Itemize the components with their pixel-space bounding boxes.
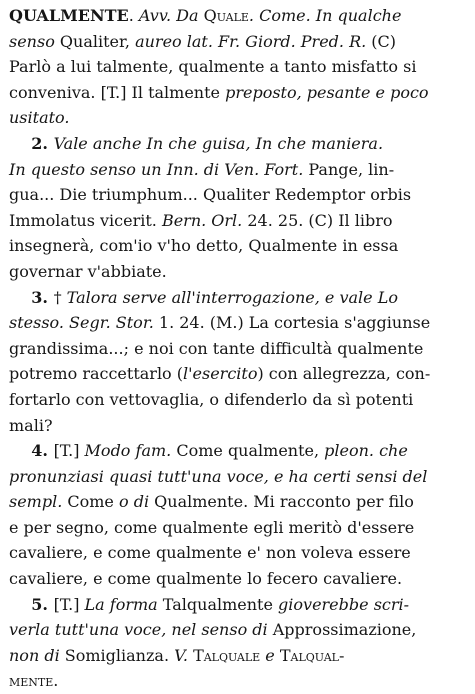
text-run: Modo fam.	[84, 441, 172, 461]
text-run: .	[248, 6, 260, 25]
text-run: 1. 24. (M.) La cortesia s'aggiunse	[153, 313, 431, 333]
text-run: Approssimazione,	[267, 620, 422, 640]
text-run: Bern. Orl.	[161, 210, 243, 230]
text-run: aureo lat. Fr. Giord. Pred. R.	[135, 31, 367, 51]
text-line	[9, 208, 467, 234]
text-run: mali?	[9, 415, 53, 435]
text-run: o di	[118, 492, 150, 512]
text-line	[9, 336, 467, 362]
text-line	[9, 668, 467, 694]
text-run: Avv. Da	[138, 6, 204, 25]
text-run: verla tutt'una voce, nel senso di	[9, 620, 268, 640]
text-run: [T.]	[53, 594, 85, 614]
text-run: Qualmente. Mi racconto per filo	[149, 492, 414, 512]
text-run: Pange, lin-	[303, 159, 395, 179]
text-run: Somiglianza.	[59, 645, 175, 665]
text-run: Come. In qualche	[259, 6, 402, 25]
text-line	[9, 566, 467, 592]
text-run: 3.	[9, 287, 54, 307]
text-run: pronunziasi quasi tutt'una voce, e ha certi sensi del	[9, 466, 428, 486]
text-run: 24. 25. (C) Il libro	[242, 210, 393, 230]
text-run: 4.	[9, 441, 54, 461]
text-run: insegnerà, com'io v'ho detto, Qualmente in essa	[9, 236, 399, 256]
text-run: non di	[9, 645, 60, 665]
text-run: [T.]	[53, 441, 85, 461]
text-line	[9, 592, 467, 618]
text-run: (C)	[366, 31, 397, 51]
text-run: 2.	[9, 133, 54, 153]
text-line	[9, 361, 467, 387]
text-run: gua... Die triumphum... Qualiter Redemptor orbis	[9, 185, 412, 205]
text-run: Qualiter,	[59, 31, 136, 51]
text-line	[9, 489, 467, 515]
text-run: Talqualmente	[157, 594, 279, 614]
text-run: e per segno, come qualmente egli meritò d'essere	[9, 517, 415, 537]
text-line	[9, 285, 467, 311]
text-run: fortarlo con vettovaglia, o difenderlo da sì potenti	[9, 389, 414, 409]
text-run: sempl.	[9, 492, 63, 512]
text-run: Immolatus vicerit.	[9, 210, 162, 230]
text-run: Parlò a lui talmente, qualmente a tanto misfatto si	[9, 57, 417, 77]
text-line	[9, 310, 467, 336]
text-run: senso	[9, 31, 60, 51]
text-run: preposto, pesante e poco	[225, 82, 429, 102]
text-run: pleon. che	[324, 441, 408, 461]
text-run: †	[53, 287, 67, 307]
text-run: Vale anche In che guisa, In che maniera.	[53, 133, 384, 153]
text-run: mente	[9, 671, 54, 691]
text-run: 5.	[9, 594, 54, 614]
text-run: cavaliere, e come qualmente e' non voleva essere	[9, 543, 411, 563]
text-line	[9, 259, 467, 285]
text-line	[9, 464, 467, 490]
text-line	[9, 157, 467, 183]
text-run: Quale	[203, 6, 249, 25]
text-run: Talqual-	[279, 645, 345, 665]
text-line	[9, 131, 467, 157]
text-line	[9, 3, 467, 29]
text-run: .	[128, 6, 139, 25]
text-line	[9, 515, 467, 541]
text-run: ) con allegrezza, con-	[257, 364, 431, 384]
text-line	[9, 29, 467, 55]
text-run: Talquale	[193, 645, 261, 665]
text-run: grandissima...; e noi con tante difficultà qualmente	[9, 338, 424, 358]
text-line	[9, 182, 467, 208]
text-run: potremo raccettarlo (	[9, 364, 184, 384]
text-run: l'esercito	[183, 364, 258, 384]
text-run: Talora serve all'interrogazione, e vale Lo	[66, 287, 398, 307]
text-run: In questo senso un Inn. di Ven. Fort.	[9, 159, 304, 179]
text-line	[9, 105, 467, 131]
text-line	[9, 438, 467, 464]
text-run: .	[53, 671, 59, 691]
text-line	[9, 233, 467, 259]
text-run: QUALMENTE	[9, 6, 129, 25]
text-run: e	[260, 645, 280, 665]
text-run: gioverebbe scri-	[278, 594, 410, 614]
text-run: La forma	[84, 594, 158, 614]
text-line	[9, 643, 467, 669]
text-run: usitato.	[9, 108, 70, 128]
text-run: Come qualmente,	[171, 441, 325, 461]
text-line	[9, 387, 467, 413]
text-line	[9, 540, 467, 566]
text-line	[9, 54, 467, 80]
text-line	[9, 617, 467, 643]
text-run: V.	[174, 645, 194, 665]
text-line	[9, 413, 467, 439]
text-run: cavaliere, e come qualmente lo fecero cavaliere.	[9, 569, 403, 589]
text-line	[9, 80, 467, 106]
text-run: governar v'abbiate.	[9, 261, 167, 281]
text-run: conveniva. [T.] Il talmente	[9, 82, 226, 102]
text-run: stesso. Segr. Stor.	[9, 313, 154, 333]
text-run: Come	[62, 492, 119, 512]
